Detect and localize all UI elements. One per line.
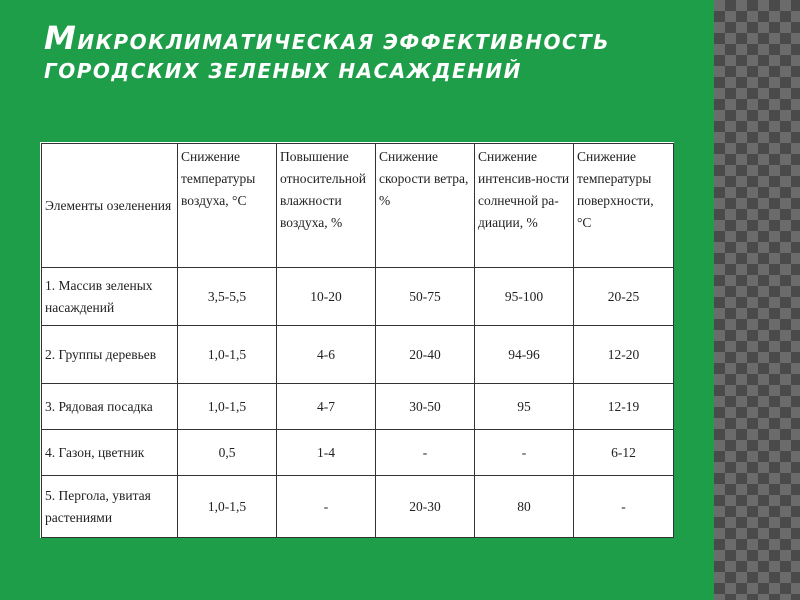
data-table-container: [40, 142, 674, 538]
table-cell: 6-12: [574, 430, 674, 476]
table-cell: -: [277, 476, 376, 538]
table-row: [42, 476, 674, 538]
table-cell: 80: [475, 476, 574, 538]
table-cell: -: [574, 476, 674, 538]
table-cell: 1,0-1,5: [178, 476, 277, 538]
table-cell: 20-30: [376, 476, 475, 538]
header-cell: Снижение температуры воздуха, °С: [178, 144, 277, 268]
row-label: 4. Газон, цветник: [42, 430, 178, 476]
table-row: [42, 326, 674, 384]
table-cell: 12-20: [574, 326, 674, 384]
header-cell: Снижение скорости ветра, %: [376, 144, 475, 268]
table-cell: 1,0-1,5: [178, 384, 277, 430]
title-rest: ИКРОКЛИМАТИЧЕСКАЯ ЭФФЕКТИВНОСТЬ ГОРОДСКИХ ЗЕЛЕНЫХ НАСАЖДЕНИЙ: [44, 30, 611, 83]
table-header-row: [42, 144, 674, 268]
table-cell: 12-19: [574, 384, 674, 430]
table-cell: 20-25: [574, 268, 674, 326]
row-label: 3. Рядовая посадка: [42, 384, 178, 430]
table-row: [42, 384, 674, 430]
table-cell: 94-96: [475, 326, 574, 384]
table-cell: 30-50: [376, 384, 475, 430]
table-cell: 20-40: [376, 326, 475, 384]
row-label: 2. Группы деревьев: [42, 326, 178, 384]
table-cell: 3,5-5,5: [178, 268, 277, 326]
data-table: [41, 143, 674, 538]
table-cell: -: [376, 430, 475, 476]
table-cell: 95-100: [475, 268, 574, 326]
title-first-letter: М: [44, 19, 78, 57]
table-row: [42, 268, 674, 326]
table-cell: 50-75: [376, 268, 475, 326]
row-label: 1. Массив зеленых насаждений: [42, 268, 178, 326]
table-cell: 95: [475, 384, 574, 430]
header-cell: Снижение интенсив-ности солнечной ра-диации, %: [475, 144, 574, 268]
table-cell: 0,5: [178, 430, 277, 476]
table-cell: 1,0-1,5: [178, 326, 277, 384]
header-cell: Снижение температуры поверхности, °С: [574, 144, 674, 268]
slide-title: [44, 19, 694, 86]
decorative-pattern: [714, 0, 800, 600]
table-cell: 10-20: [277, 268, 376, 326]
row-label: 5. Пергола, увитая растениями: [42, 476, 178, 538]
table-cell: 1-4: [277, 430, 376, 476]
header-cell: Повышение относительной влажности воздуха, %: [277, 144, 376, 268]
table-cell: 4-7: [277, 384, 376, 430]
header-cell: Элементы озеленения: [42, 144, 178, 268]
table-cell: 4-6: [277, 326, 376, 384]
table-row: [42, 430, 674, 476]
table-cell: -: [475, 430, 574, 476]
